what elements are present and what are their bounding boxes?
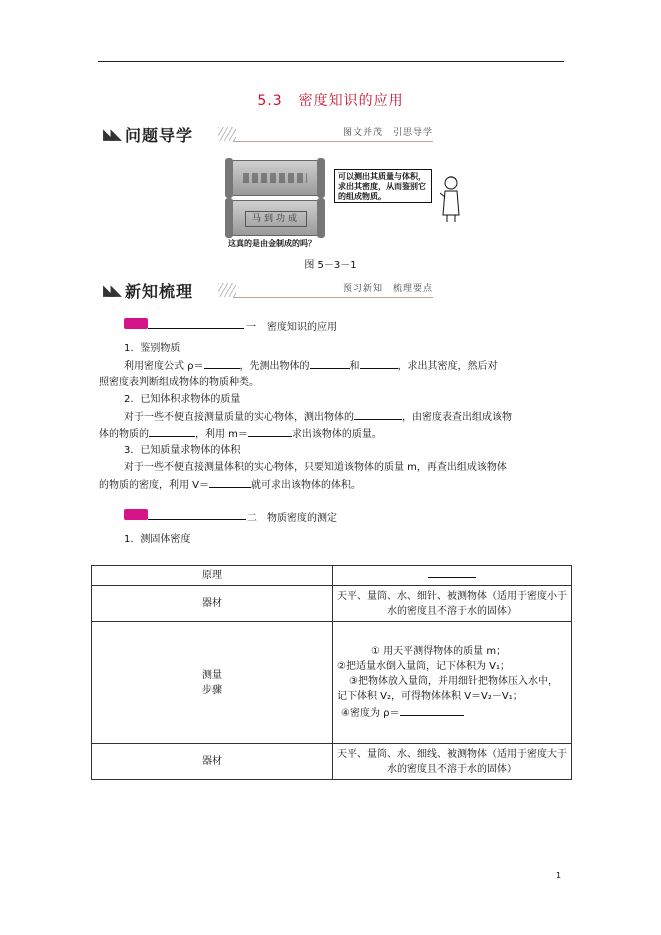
paragraph-line: 照密度表判断组成物体的物质种类。 (99, 377, 259, 388)
knowledge-point-1 (124, 318, 364, 333)
fill-blank[interactable] (248, 425, 292, 437)
page-number: 1 (556, 871, 562, 880)
banner-line (233, 297, 433, 298)
fill-blank[interactable] (360, 357, 398, 369)
section-mass (124, 391, 564, 426)
figure-caption: 图 5－3－1 (304, 260, 357, 271)
section-identify (124, 340, 564, 375)
cell-equipment-label: 器材 (92, 744, 333, 780)
fill-blank[interactable] (400, 704, 464, 716)
banner-subtitle: 预习新知 梳理要点 (342, 284, 433, 294)
table-row (92, 566, 572, 586)
page-title (0, 90, 661, 110)
kp-number: 二 (247, 513, 257, 524)
cell-steps-value: ① 用天平测得物体的质量 m； ②把适量水倒入量筒，记下体积为 V₁； ③把物体放入量筒，并用细针把物体压入水中，记下体积 V₂，可得物体体积 V＝V₂－V₁； ④密度为 ρ＝ (333, 622, 572, 744)
paragraph-line: 对于一些不便直接测量体积的实心物体，只要知道该物体的质量 m，再查出组成该物体 (124, 462, 507, 473)
fill-blank[interactable] (149, 425, 195, 437)
table-row (92, 744, 572, 780)
subhead: 1．鉴别物质 (124, 343, 181, 354)
fill-blank[interactable] (209, 476, 251, 488)
table-row (92, 622, 572, 744)
paragraph-line: 对于一些不便直接测量质量的实心物体，测出物体的 ，由密度表查出组成该物 (124, 408, 564, 426)
cell-equipment-value: 天平、量筒、水、细线、被测物体（适用于密度大于水的密度且不溶于水的固体） (333, 744, 572, 780)
banner-label: 问题导学 (125, 126, 194, 145)
banner-wenti-daoxue (103, 123, 433, 147)
solid-density-table (91, 565, 572, 780)
cell-principle-label: 原理 (92, 566, 333, 586)
cell-principle-value (333, 566, 572, 586)
subhead: 1．测固体密度 (124, 534, 191, 545)
hatch-decoration (218, 127, 236, 141)
knowledge-tag-icon (124, 318, 148, 329)
subhead: 2．已知体积求物体的质量 (124, 394, 241, 405)
cell-equipment-value: 天平、量筒、水、细针、被测物体（适用于密度小于水的密度且不溶于水的固体） (333, 586, 572, 622)
scroll-top-image (228, 160, 322, 196)
cell-steps-label: 测量 步骤 (92, 622, 333, 744)
header-rule (98, 61, 564, 62)
banner-xinzhi-shuli (103, 279, 433, 303)
paragraph-line: 体的物质的 ，利用 m＝ 求出该物体的质量。 (99, 425, 564, 443)
section-number: 5.3 (257, 93, 283, 109)
banner-arrows-icon: ◣◣ (103, 125, 119, 143)
table-row (92, 586, 572, 622)
kp-title: 密度知识的应用 (267, 322, 337, 333)
cell-equipment-label: 器材 (92, 586, 333, 622)
section-title: 密度知识的应用 (298, 93, 404, 109)
fill-blank[interactable] (428, 568, 476, 578)
kp-number: 一 (246, 322, 256, 333)
scroll-bottom-image (228, 200, 322, 236)
subhead: 3．已知质量求物体的体积 (124, 445, 241, 456)
paragraph-line: 利用密度公式 ρ＝ ，先测出物体的 和 ，求出其密度，然后对 (124, 357, 564, 375)
section-volume (124, 442, 564, 476)
hatch-decoration (218, 283, 236, 297)
banner-label: 新知梳理 (125, 282, 194, 301)
speech-bubble: 可以测出其质量与体积，求出其密度，从而鉴别它的组成物质。 (334, 169, 432, 203)
banner-subtitle: 图文并茂 引思导学 (342, 128, 433, 138)
paragraph-line: 的物质的密度，利用 V＝ 就可求出该物体的体积。 (99, 476, 564, 494)
figure-question: 这真的是由金制成的吗？ (228, 239, 316, 248)
banner-arrows-icon: ◣◣ (103, 281, 119, 299)
fill-blank[interactable] (204, 357, 240, 369)
scroll-text: 马到功成 (245, 211, 307, 227)
person-icon (440, 175, 462, 223)
banner-line (233, 141, 433, 142)
kp-title: 物质密度的测定 (267, 513, 337, 524)
fill-blank[interactable] (354, 408, 402, 420)
fill-blank[interactable] (310, 357, 350, 369)
knowledge-tag-icon (124, 509, 148, 520)
knowledge-point-2 (124, 509, 364, 524)
